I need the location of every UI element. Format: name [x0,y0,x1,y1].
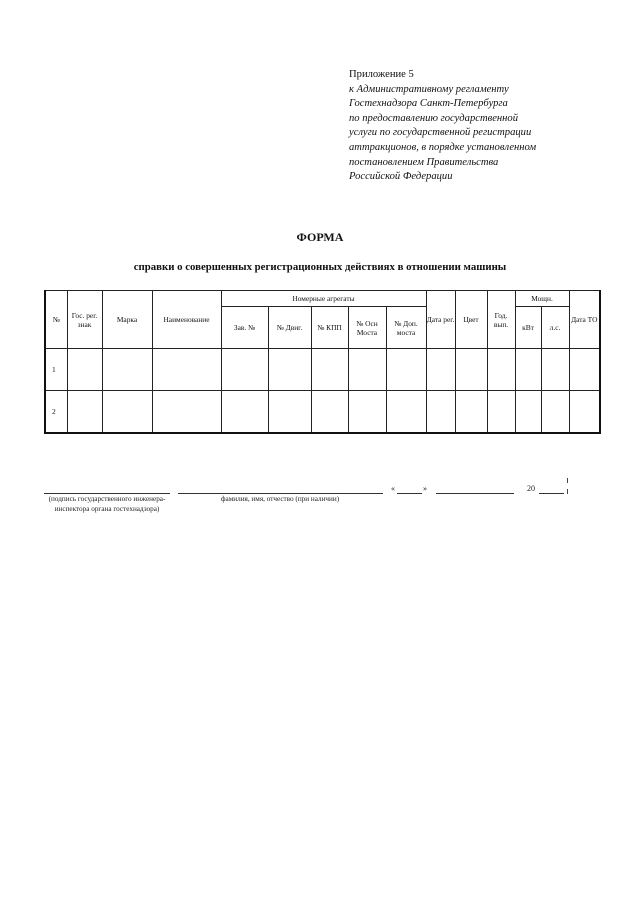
appendix-line: Гостехнадзора Санкт-Петербурга [349,98,508,110]
header-no: № [45,291,67,349]
header-data-to: Дата ТО [569,291,600,349]
header-ls: л.с. [541,307,569,349]
signature-caption: (подпись государственного инженера-инспектора органа гостехнадзора) [48,495,166,513]
full-name-line[interactable] [178,493,383,494]
header-dop-most: № Доп. моста [386,307,426,349]
header-data-reg: Дата рег. [426,291,455,349]
header-color: Цвет [455,291,487,349]
table-cell[interactable] [386,349,426,391]
header-kvt: кВт [515,307,541,349]
table-cell[interactable] [386,391,426,433]
form-subheading: справки о совершенных регистрационных действиях в отношении машины [133,261,507,273]
signature-line[interactable] [44,493,170,494]
table-cell[interactable] [455,349,487,391]
row-number: 1 [45,349,67,391]
table-cell[interactable] [455,391,487,433]
appendix-line: по предоставлению государственной [349,112,519,124]
table-cell[interactable] [221,391,268,433]
form-heading: ФОРМА [296,230,344,244]
registration-table [44,290,601,434]
header-zav: Зав. № [221,307,268,349]
appendix-line: Российской Федерации [349,171,453,183]
appendix-line: постановлением Правительства [349,156,499,168]
table-cell[interactable] [152,391,221,433]
month-line[interactable] [436,493,514,494]
header-kpp: № КПП [311,307,348,349]
table-cell[interactable] [311,349,348,391]
table-cell[interactable] [348,391,386,433]
table-row [45,349,600,391]
day-line[interactable] [397,493,422,494]
edge-mark [567,478,568,483]
table-cell[interactable] [102,391,152,433]
table-cell[interactable] [426,349,455,391]
header-gos-znak: Гос. рег. знак [67,291,102,349]
table-cell[interactable] [569,349,600,391]
appendix-block [349,68,536,185]
header-os-most: № Осн Моста [348,307,386,349]
header-dvig: № Двиг. [268,307,311,349]
date-quote-open: « [391,484,395,493]
table-cell[interactable] [515,349,541,391]
table-cell[interactable] [348,349,386,391]
table-cell[interactable] [152,349,221,391]
row-number: 2 [45,391,67,433]
table-cell[interactable] [569,391,600,433]
full-name-caption: фамилия, имя, отчество (при наличии) [220,495,340,503]
table-row [45,391,600,433]
table-cell[interactable] [515,391,541,433]
table-cell[interactable] [67,349,102,391]
date-quote-close: » [423,484,427,493]
table-cell[interactable] [541,349,569,391]
appendix-line: к Административному регламенту [349,83,509,95]
header-name: Наименование [152,291,221,349]
appendix-line: услуги по государственной регистрации [349,127,532,139]
table-cell[interactable] [541,391,569,433]
table-cell[interactable] [221,349,268,391]
appendix-line: аттракционов, в порядке установленном [349,141,537,153]
table-cell[interactable] [487,349,515,391]
table-cell[interactable] [426,391,455,433]
header-marka: Марка [102,291,152,349]
edge-mark [567,489,568,494]
table-cell[interactable] [102,349,152,391]
table-cell[interactable] [67,391,102,433]
table-cell[interactable] [268,349,311,391]
header-year: Год. вып. [487,291,515,349]
year-line[interactable] [539,493,564,494]
header-group-power: Мощн. [515,291,569,307]
table-cell[interactable] [487,391,515,433]
year-prefix: 20 [527,484,535,493]
table-cell[interactable] [268,391,311,433]
appendix-title: Приложение 5 [349,69,414,80]
header-group-numbers: Номерные агрегаты [221,291,426,307]
table-cell[interactable] [311,391,348,433]
